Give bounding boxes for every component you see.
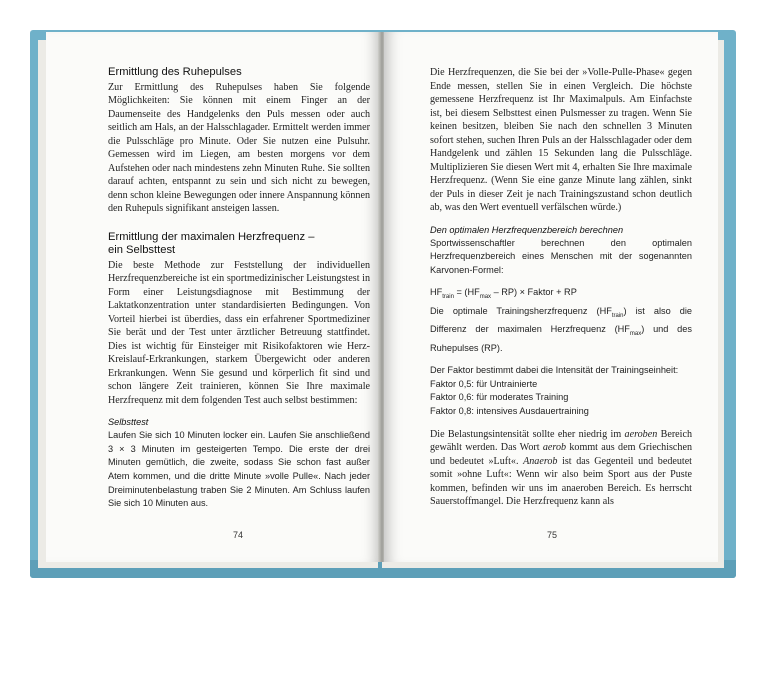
p3-part-b: Bereich gewählt werden. Das Wort	[430, 428, 692, 454]
formula-desc-part2: ) ist also die Differenz der maximalen Herzfrequenz (HF	[430, 305, 692, 335]
factor-item: Faktor 0,8: intensives Ausdauertraining	[430, 405, 589, 416]
formula-desc-part1: Die optimale Trainingsherzfrequenz (HF	[430, 305, 612, 316]
p3-aerob: aerob	[542, 442, 567, 454]
p3-part-c: kommt aus dem Griechischen und bedeutet »Luft«.	[430, 442, 692, 467]
page-number-left: 74	[232, 530, 243, 540]
formula-description	[430, 305, 692, 355]
heading-ruhepuls: Ermittlung des Ruhepulses	[108, 66, 242, 78]
subheading-herzfrequenzbereich: Den optimalen Herzfrequenzbereich berechnen	[430, 224, 624, 235]
paragraph-volle-pulle: Die Herzfrequenzen, die Sie bei der »Volle-Pulle-Phase« gegen Ende messen, stellen Sie in einen Vergleich. Die höchste gemessene Herzfrequenz ist Ihr Maximalpuls. Am Einfachste ist, bei diesem Selbsttest einen Pulsmesser zu tragen. Wenn Sie keinen besitzen, bleiben Sie nach den schnellen 3 Minuten sofort stehen, suchen Ihren Puls an der Halsschlagader oder dem Handgelenk und zählen 15 Sekunden lang die Pulsschläge. Multiplizieren Sie diesen Wert mit 4, erhalten Sie Ihre maximale Herzfrequenz. (Wenn Sie eine ganze Minute lang zählen, sinkt der Puls in dieser Zeit je nach Trainingszustand schon deutlich ab, was den Wert eventuell verfälschen würde.)	[430, 67, 692, 213]
heading-herzfrequenz-line2: ein Selbsttest	[108, 244, 176, 257]
subheading-selbsttest: Selbsttest	[108, 417, 149, 428]
formula-sub-train: train	[442, 294, 454, 301]
formula-sub-max: max	[479, 294, 492, 301]
formula-desc-sub-train: train	[611, 312, 624, 319]
factor-item: Faktor 0,5: für Untrainierte	[430, 378, 538, 389]
formula-hf: HF	[430, 287, 443, 298]
formula-desc-part3: ) und des Ruhepulses (RP).	[430, 324, 692, 353]
right-page	[384, 32, 718, 562]
paragraph-karvonen: Sportwissenschaftler berechnen den optimalen Herzfrequenzbereich eines Menschen mit der sogenannten Karvonen-Formel:	[430, 237, 692, 275]
heading-herzfrequenz-line1: Ermittlung der maximalen Herzfrequenz –	[108, 230, 315, 243]
formula-rest: – RP) × Faktor + RP	[491, 287, 577, 298]
factor-intro: Der Faktor bestimmt dabei die Intensität der Trainingseinheit:	[430, 365, 679, 376]
paragraph-belastungsintensitaet	[430, 428, 692, 509]
left-page-content	[108, 66, 370, 511]
p3-part-a: Die Belastungsintensität sollte eher niedrig im	[430, 428, 625, 440]
page-number-right: 75	[546, 530, 557, 540]
paragraph-ruhepuls: Zur Ermittlung des Ruhepulses haben Sie folgende Möglichkeiten: Sie können mit einem Finger an der Daumenseite des Handgelenks den Puls messen oder auch seitlich am Hals, an der Halsschlagader. Ermittelt werden immer die Pulsschläge pro Minute. Oder Sie nutzen eine Pulsuhr. Gemessen wird im Liegen, am besten morgens vor dem Aufstehen oder nach mindestens zehn Minuten Ruhe. Sie sollten darauf achten, entspannt zu sein und sich nicht zu bewegen, denn schon kleine Bewegungen oder innere Anspannung können den Ruhepuls signifikant ansteigen lassen.	[108, 81, 370, 215]
p3-anaerob: Anaerob	[523, 455, 558, 467]
factor-item: Faktor 0,6: für moderates Training	[430, 392, 569, 403]
p3-aeroben: aeroben	[624, 428, 658, 440]
paragraph-leistungstest: Die beste Methode zur Feststellung der individuellen Herzfrequenzbereiche ist ein sportmedizinischer Leistungstest in Form einer Leistungsdiagnose mit Bestimmung der Laktatkonzentration unter standardisierten Bedingungen. Von Vorteil hierbei ist überdies, dass ein erfahrener Sportmediziner Sie berät und der Test unter ärztlicher Betreuung stattfindet. Dies ist wichtig für Einsteiger mit Risikofaktoren wie Herz-Kreislauf-Erkrankungen, starkem Übergewicht oder anderen Erkrankungen. Wenn Sie gesund und körperlich fit sind und schon längere Zeit trainieren, können Sie Ihre maximale Herzfrequenz mit dem folgenden Test auch selbst bestimmen:	[108, 259, 370, 406]
formula-desc-sub-max: max	[629, 330, 642, 337]
formula-eq: = (HF	[453, 287, 480, 298]
p3-part-d: ist das Gegenteil und bedeutet somit »ohne Luft«: Wenn wir also beim Sport aus der Puste kommen, befinden wir uns im anaeroben Bereich. Es herrscht Sauerstoffmangel. Die Herzfrequenz kann als	[430, 455, 692, 508]
paragraph-selbsttest: Laufen Sie sich 10 Minuten locker ein. Laufen Sie anschließend 3 × 3 Minuten im gesteigerten Tempo. Die erste der drei Minuten gemütlich, die zweite, sodass Sie schon fast außer Atem kommen, und die dritte Minute »volle Pulle«. Nach jeder Dreiminutenbelastung traben Sie 2 Minuten. Am Schluss laufen Sie sich 10 Minuten aus.	[108, 430, 370, 509]
formula-karvonen	[430, 286, 692, 304]
right-page-content	[430, 66, 692, 509]
left-page	[46, 32, 380, 562]
